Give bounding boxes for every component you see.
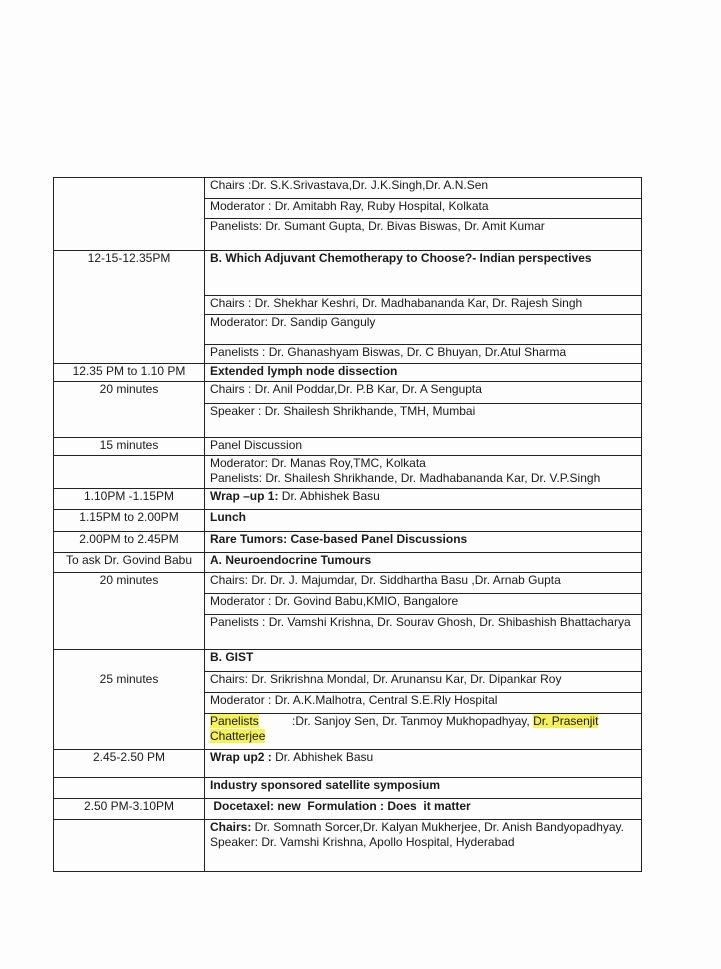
detail-cell <box>205 438 642 456</box>
table-row <box>54 750 642 778</box>
time-cell <box>54 553 205 573</box>
session-time: 1.10PM -1.15PM <box>83 489 175 503</box>
session-time: 2.50 PM-3.10PM <box>83 799 175 813</box>
time-cell <box>54 778 205 799</box>
time-cell <box>54 799 205 820</box>
wrap-up-speaker: Dr. Abhishek Basu <box>271 750 374 764</box>
duration-text: 25 minutes <box>99 672 159 686</box>
wrap-up-speaker: Dr. Abhishek Basu <box>278 489 380 503</box>
detail-cell <box>205 672 642 693</box>
chairs-text: Chairs :Dr. S.K.Srivastava,Dr. J.K.Singh,Dr. A.N.Sen <box>210 178 489 192</box>
detail-cell <box>205 693 642 714</box>
detail-cell <box>205 315 642 345</box>
detail-cell <box>205 573 642 594</box>
detail-cell <box>205 251 642 296</box>
wrap-up-label: Wrap up2 : <box>210 750 272 764</box>
table-row <box>54 364 642 382</box>
detail-cell <box>205 345 642 364</box>
detail-cell <box>205 799 642 820</box>
duration-text: 15 minutes <box>99 438 159 452</box>
moderator-text: Moderator: Dr. Manas Roy,TMC, Kolkata <box>210 456 426 470</box>
session-title: Panel Discussion <box>210 438 303 452</box>
speaker-text: Speaker : Dr. Shailesh Shrikhande, TMH, Mumbai <box>210 404 476 418</box>
chairs-text: Chairs : Dr. Anil Poddar,Dr. P.B Kar, Dr. A Sengupta <box>210 382 482 396</box>
detail-cell <box>205 404 642 438</box>
session-title: Lunch <box>210 510 246 524</box>
table-row <box>54 778 642 799</box>
detail-cell <box>205 615 642 650</box>
detail-cell <box>205 553 642 573</box>
table-row <box>54 799 642 820</box>
session-time: 1.15PM to 2.00PM <box>79 510 179 524</box>
time-cell <box>54 364 205 382</box>
session-title: Docetaxel: new Formulation : Does it matter <box>210 799 471 813</box>
detail-cell <box>205 178 642 199</box>
time-cell <box>54 750 205 778</box>
panelists-text: Panelists: Dr. Sumant Gupta, Dr. Bivas Biswas, Dr. Amit Kumar <box>210 219 545 233</box>
table-row <box>54 456 642 489</box>
session-time: 12.35 PM to 1.10 PM <box>72 364 186 378</box>
detail-cell <box>205 532 642 553</box>
time-cell <box>54 510 205 532</box>
detail-cell <box>205 778 642 799</box>
panelists-text: Panelists :Dr. Sanjoy Sen, Dr. Tanmoy Mukhopadhyay, Dr. Prasenjit Chatterjee <box>210 714 599 743</box>
detail-cell <box>205 456 642 489</box>
table-row <box>54 573 642 594</box>
time-cell <box>54 650 205 750</box>
table-row <box>54 532 642 553</box>
detail-cell <box>205 714 642 750</box>
table-row <box>54 510 642 532</box>
time-cell <box>54 489 205 510</box>
note-text: To ask Dr. Govind Babu <box>65 553 193 567</box>
duration-text: 20 minutes <box>99 382 159 396</box>
table-row <box>54 251 642 296</box>
wrap-up-label: Wrap –up 1: <box>210 489 279 503</box>
time-cell <box>54 532 205 553</box>
detail-cell <box>205 750 642 778</box>
time-cell <box>54 456 205 489</box>
chairs-text: Chairs: Dr. Dr. J. Majumdar, Dr. Siddhartha Basu ,Dr. Arnab Gupta <box>210 573 561 587</box>
time-cell <box>54 382 205 438</box>
time-cell <box>54 251 205 364</box>
session-title: Extended lymph node dissection <box>210 364 398 378</box>
time-cell <box>54 178 205 251</box>
time-cell <box>54 438 205 456</box>
detail-cell <box>205 594 642 615</box>
detail-cell <box>205 650 642 672</box>
table-row <box>54 382 642 404</box>
detail-cell <box>205 382 642 404</box>
table-row <box>54 650 642 672</box>
highlighted-label: Panelists <box>210 714 259 728</box>
session-time: 2.00PM to 2.45PM <box>79 532 179 546</box>
detail-cell <box>205 364 642 382</box>
detail-cell <box>205 820 642 872</box>
chairs-label: Chairs: <box>210 820 252 834</box>
duration-text: 20 minutes <box>99 573 159 587</box>
session-title: A. Neuroendocrine Tumours <box>210 553 372 567</box>
session-time: 12-15-12.35PM <box>87 251 171 265</box>
session-time: 2.45-2.50 PM <box>92 750 166 764</box>
table-row <box>54 553 642 573</box>
chairs-text: Chairs: Dr. Srikrishna Mondal, Dr. Arunansu Kar, Dr. Dipankar Roy <box>210 672 562 686</box>
detail-cell <box>205 219 642 251</box>
time-cell <box>54 573 205 650</box>
moderator-text: Moderator : Dr. Amitabh Ray, Ruby Hospital, Kolkata <box>210 199 489 213</box>
session-title: B. Which Adjuvant Chemotherapy to Choose?- Indian perspectives <box>210 251 592 265</box>
moderator-text: Moderator: Dr. Sandip Ganguly <box>210 315 376 329</box>
detail-cell <box>205 296 642 315</box>
table-row <box>54 438 642 456</box>
detail-cell <box>205 489 642 510</box>
highlighted-name: Dr. Prasenjit Chatterjee <box>210 714 599 743</box>
table-row <box>54 178 642 199</box>
table-row <box>54 820 642 872</box>
moderator-text: Moderator : Dr. Govind Babu,KMIO, Bangalore <box>210 594 459 608</box>
chairs-text: Chairs: Dr. Somnath Sorcer,Dr. Kalyan Mukherjee, Dr. Anish Bandyopadhyay. <box>210 820 624 834</box>
session-title: Rare Tumors: Case-based Panel Discussions <box>210 532 468 546</box>
session-title: Industry sponsored satellite symposium <box>210 778 441 792</box>
table-row <box>54 489 642 510</box>
panelists-text: Panelists : Dr. Ghanashyam Biswas, Dr. C Bhuyan, Dr.Atul Sharma <box>210 345 567 359</box>
session-title: B. GIST <box>210 650 254 664</box>
panelists-text: Panelists : Dr. Vamshi Krishna, Dr. Sourav Ghosh, Dr. Shibashish Bhattacharya <box>210 615 631 629</box>
speaker-text: Speaker: Dr. Vamshi Krishna, Apollo Hospital, Hyderabad <box>210 835 515 849</box>
moderator-text: Moderator : Dr. A.K.Malhotra, Central S.E.Rly Hospital <box>210 693 498 707</box>
detail-cell <box>205 510 642 532</box>
chairs-text: Chairs : Dr. Shekhar Keshri, Dr. Madhabananda Kar, Dr. Rajesh Singh <box>210 296 583 310</box>
schedule-table <box>53 177 642 872</box>
time-cell <box>54 820 205 872</box>
panelists-text: Panelists: Dr. Shailesh Shrikhande, Dr. Madhabananda Kar, Dr. V.P.Singh <box>210 471 601 485</box>
detail-cell <box>205 199 642 219</box>
